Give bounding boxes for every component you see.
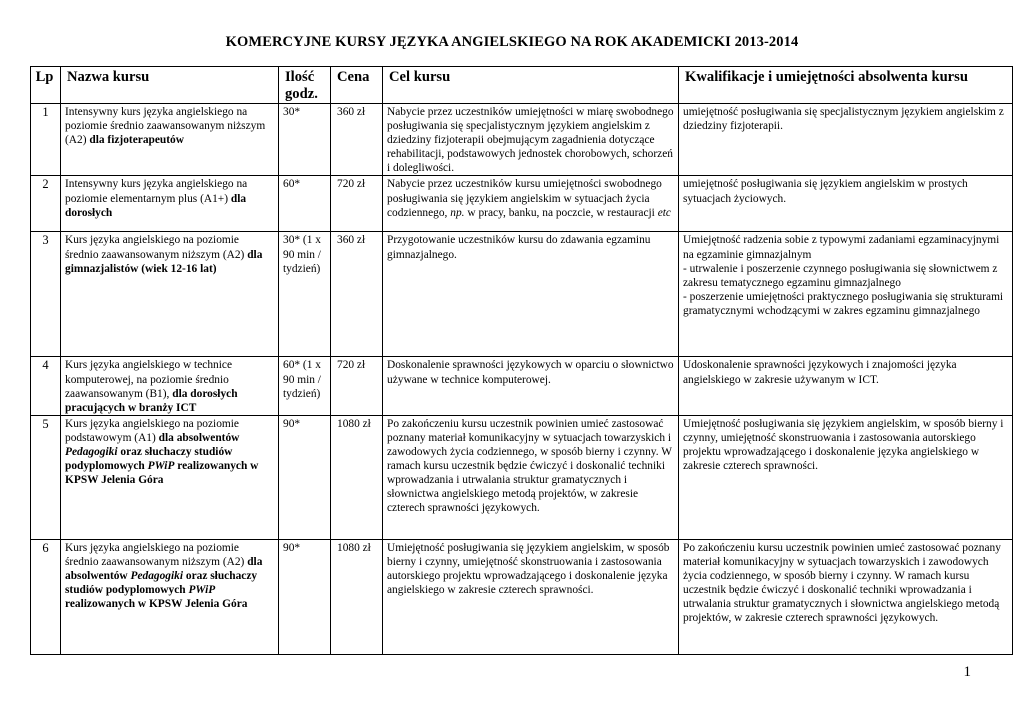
cell-course-name: [61, 415, 279, 539]
course-audience: dla absolwentów: [65, 555, 263, 583]
cell-lp: 2: [31, 176, 61, 232]
table-row: [31, 232, 1013, 357]
header-goal: Cel kursu: [383, 67, 679, 104]
cell-goal: Po zakończeniu kursu uczestnik powinien umieć zastosować poznany materiał komunikacyjny w sytuacjach towarzyskich i zawodowych życia codziennego, w sposób bierny i czynny. W ramach kursu uczestnik będzie ćwiczyć i doskonalić techniki wprowadzania i utrwalania struktur gramatycznych i słownictwa angielskiego metodą projektów, w zakresie czterech sprawności językowych.: [383, 415, 679, 539]
cell-qualifications: umiejętność posługiwania się specjalistycznym językiem angielskim z dziedziny fizjoterapii.: [679, 104, 1013, 176]
qualification-line: - poszerzenie umiejętności praktycznego posługiwania się strukturami gramatycznymi wchodzącymi w zakres egzaminu gimnazjalnego: [683, 290, 1004, 317]
course-audience-italic: Pedagogiki: [65, 446, 118, 459]
table-header-row: [31, 67, 1013, 104]
course-audience: dla gimnazjalistów (wiek 12-16 lat): [65, 248, 263, 275]
cell-qualifications: Umiejętność posługiwania się językiem angielskim, w sposób bierny i czynny, umiejętność skonstruowania i zastosowania autorskiego projektu wprowadzającego i doskonalenie języka angielskiego w zakresie czterech sprawności.: [679, 415, 1013, 539]
course-audience: dla fizjoterapeutów: [89, 134, 184, 147]
course-audience: oraz słuchaczy studiów podyplomowych: [65, 446, 233, 473]
cell-hours: 90*: [279, 415, 331, 539]
table-row: [31, 357, 1013, 415]
cell-lp: 5: [31, 415, 61, 539]
course-audience: realizowanych w KPSW Jelenia Góra: [65, 598, 248, 611]
course-name-text: Kurs języka angielskiego w technice komputerowej, na poziomie średnio zaawansowanym (B1),: [65, 359, 232, 400]
cell-qualifications: [679, 232, 1013, 357]
cell-price: 1080 zł: [331, 539, 383, 654]
course-name-text: Intensywny kurs języka angielskiego na poziomie elementarnym plus (A1+): [65, 178, 248, 205]
table-row: [31, 104, 1013, 176]
cell-course-name: [61, 104, 279, 176]
qualification-line: Umiejętność radzenia sobie z typowymi zadaniami egzaminacyjnymi na egzaminie gimnazjalnym: [683, 234, 1000, 261]
cell-lp: 3: [31, 232, 61, 357]
cell-goal: Doskonalenie sprawności językowych w oparciu o słownictwo używane w technice komputerowej.: [383, 357, 679, 415]
table-row: [31, 415, 1013, 539]
cell-goal: Przygotowanie uczestników kursu do zdawania egzaminu gimnazjalnego.: [383, 232, 679, 357]
course-audience: realizowanych w KPSW Jelenia Góra: [65, 460, 259, 487]
cell-qualifications: Po zakończeniu kursu uczestnik powinien umieć zastosować poznany materiał komunikacyjny w sytuacjach towarzyskich i zawodowych życia codziennego, w sposób bierny i czynny. W ramach kursu uczestnik będzie ćwiczyć i doskonalić techniki wprowadzania i utrwalania struktur gramatycznych i słownictwa angielskiego metodą projektów, w zakresie czterech sprawności językowych.: [679, 539, 1013, 654]
header-name: Nazwa kursu: [61, 67, 279, 104]
cell-course-name: [61, 357, 279, 415]
cell-goal: Nabycie przez uczestników umiejętności w miarę swobodnego posługiwania się specjalistycznym językiem angielskim z dziedziny fizjoterapii obejmującym zagadnienia dotyczące rehabilitacji, podstawowych jednostek chorobowych, schorzeń i dolegliwości.: [383, 104, 679, 176]
goal-text: Nabycie przez uczestników kursu umiejętności swobodnego posługiwania się językiem angielskim w sytuacjach życia codziennego,: [387, 178, 662, 219]
courses-table: [30, 66, 1013, 655]
course-audience-italic: PWiP: [147, 460, 175, 473]
course-audience-italic: Pedagogiki: [130, 570, 184, 583]
course-name-text: Kurs języka angielskiego na poziomie średnio zaawansowanym niższym (A2): [65, 541, 245, 568]
course-name-text: Kurs języka angielskiego na poziomie podstawowym (A1): [65, 417, 239, 444]
cell-hours: 60*: [279, 176, 331, 232]
cell-goal: Umiejętność posługiwania się językiem angielskim, w sposób bierny i czynny, umiejętność skonstruowania i zastosowania autorskiego projektu wprowadzającego i doskonalenie języka angielskiego w zakresie czterech sprawności.: [383, 539, 679, 654]
cell-lp: 1: [31, 104, 61, 176]
cell-price: 1080 zł: [331, 415, 383, 539]
cell-hours: 90*: [279, 539, 331, 654]
course-audience: dla dorosłych: [65, 192, 247, 219]
cell-hours: 30* (1 x 90 min / tydzień): [279, 232, 331, 357]
document-title: KOMERCYJNE KURSY JĘZYKA ANGIELSKIEGO NA ROK AKADEMICKI 2013-2014: [225, 34, 799, 50]
header-price: Cena: [331, 67, 383, 104]
goal-text-italic: etc: [657, 206, 671, 219]
cell-price: 720 zł: [331, 357, 383, 415]
cell-hours: 60* (1 x 90 min / tydzień): [279, 357, 331, 415]
course-name-text: Kurs języka angielskiego na poziomie średnio zaawansowanym niższym (A2): [65, 234, 245, 261]
cell-course-name: [61, 539, 279, 654]
cell-goal: [383, 176, 679, 232]
course-audience-italic: PWiP: [188, 584, 216, 597]
course-name-text: Intensywny kurs języka angielskiego na poziomie średnio zaawansowanym niższym (A2): [65, 106, 266, 147]
goal-text-italic: np.: [450, 206, 465, 219]
cell-course-name: [61, 176, 279, 232]
course-audience: dla dorosłych pracujących w branży ICT: [65, 387, 238, 414]
header-qualifications: Kwalifikacje i umiejętności absolwenta kursu: [679, 67, 1013, 104]
cell-price: 720 zł: [331, 176, 383, 232]
cell-hours: 30*: [279, 104, 331, 176]
goal-text: w pracy, banku, na poczcie, w restauracji: [467, 206, 655, 219]
cell-qualifications: Udoskonalenie sprawności językowych i znajomości języka angielskiego w zakresie używanym w ICT.: [679, 357, 1013, 415]
cell-price: 360 zł: [331, 104, 383, 176]
course-audience: dla absolwentów: [158, 431, 240, 444]
header-lp: Lp: [31, 67, 61, 104]
table-row: [31, 176, 1013, 232]
header-hours: Ilość godz.: [279, 67, 331, 104]
page-number: 1: [963, 664, 971, 680]
table-row: [31, 539, 1013, 654]
cell-lp: 6: [31, 539, 61, 654]
cell-lp: 4: [31, 357, 61, 415]
cell-price: 360 zł: [331, 232, 383, 357]
cell-qualifications: umiejętność posługiwania się językiem angielskim w prostych sytuacjach życiowych.: [679, 176, 1013, 232]
cell-course-name: [61, 232, 279, 357]
qualification-line: - utrwalenie i poszerzenie czynnego posługiwania się słownictwem z zakresu tematycznego egzaminu gimnazjalnego: [683, 262, 998, 289]
course-audience: oraz słuchaczy studiów podyplomowych: [65, 570, 258, 597]
